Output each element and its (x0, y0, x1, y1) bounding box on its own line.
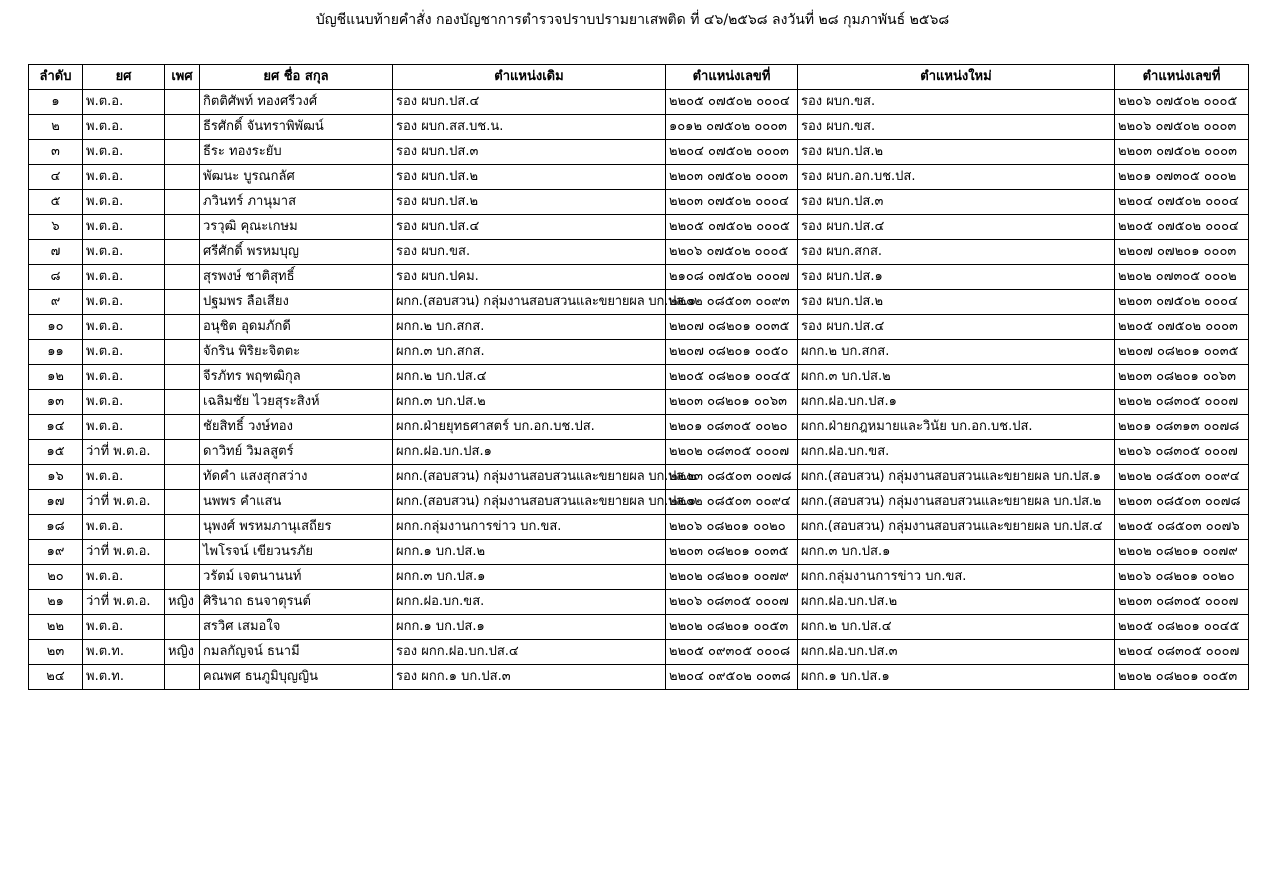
rank-cell: พ.ต.อ. (83, 165, 165, 190)
new-position-cell: ผกก.ฝ่ายกฎหมายและวินัย บก.อก.บช.ปส. (798, 415, 1115, 440)
rank-cell: พ.ต.อ. (83, 265, 165, 290)
name-cell: สุรพงษ์ ชาติสุทธิ์ (200, 265, 393, 290)
table-row (29, 365, 1249, 390)
new-position-number-cell: ๒๒๐๓ ๐๘๒๐๑ ๐๐๖๓ (1115, 365, 1249, 390)
sex-cell (165, 665, 200, 690)
old-position-number-cell: ๒๒๐๓ ๐๘๕๐๓ ๐๐๗๘ (666, 465, 798, 490)
header-old-position: ตำแหน่งเดิม (393, 65, 666, 90)
new-position-cell: ผกก.๓ บก.ปส.๑ (798, 540, 1115, 565)
new-position-cell: ผกก.๓ บก.ปส.๒ (798, 365, 1115, 390)
new-position-cell: รอง ผบก.ปส.๒ (798, 140, 1115, 165)
row-number-cell: ๕ (29, 190, 83, 215)
table-row (29, 315, 1249, 340)
new-position-number-cell: ๒๒๐๗ ๐๘๒๐๑ ๐๐๓๕ (1115, 340, 1249, 365)
new-position-cell: ผกก.(สอบสวน) กลุ่มงานสอบสวนและขยายผล บก.ปส.๑ (798, 465, 1115, 490)
old-position-cell: รอง ผกก.ฝอ.บก.ปส.๔ (393, 640, 666, 665)
old-position-number-cell: ๒๒๐๖ ๐๘๓๐๕ ๐๐๐๗ (666, 590, 798, 615)
table-row (29, 290, 1249, 315)
old-position-cell: รอง ผบก.ปคม. (393, 265, 666, 290)
rank-cell: พ.ต.ท. (83, 640, 165, 665)
old-position-cell: ผกก.๑ บก.ปส.๒ (393, 540, 666, 565)
sex-cell (165, 90, 200, 115)
rank-cell: พ.ต.อ. (83, 140, 165, 165)
row-number-cell: ๑๘ (29, 515, 83, 540)
name-cell: ธีรศักดิ์ จันทราพิพัฒน์ (200, 115, 393, 140)
new-position-cell: รอง ผบก.ปส.๒ (798, 290, 1115, 315)
name-cell: ดาวิทย์ วิมลสูตร์ (200, 440, 393, 465)
old-position-cell: รอง ผบก.ขส. (393, 240, 666, 265)
row-number-cell: ๑๗ (29, 490, 83, 515)
name-cell: จักริน พิริยะจิตตะ (200, 340, 393, 365)
old-position-number-cell: ๒๒๐๒ ๐๘๓๐๕ ๐๐๐๗ (666, 440, 798, 465)
document-title: บัญชีแนบท้ายคำสั่ง กองบัญชาการตำรวจปราบปรามยาเสพติด ที่ ๔๖/๒๕๖๘ ลงวันที่ ๒๘ กุมภาพันธ์ ๒๕๖๘ (315, 12, 950, 28)
new-position-number-cell: ๒๒๐๖ ๐๗๕๐๒ ๐๐๐๕ (1115, 90, 1249, 115)
sex-cell (165, 215, 200, 240)
rank-cell: พ.ต.อ. (83, 290, 165, 315)
name-cell: ชัยสิทธิ์ วงษ์ทอง (200, 415, 393, 440)
name-cell: วรวุฒิ คุณะเกษม (200, 215, 393, 240)
table-row (29, 215, 1249, 240)
new-position-number-cell: ๒๒๐๒ ๐๘๒๐๑ ๐๐๕๓ (1115, 665, 1249, 690)
new-position-number-cell: ๒๒๐๕ ๐๗๕๐๒ ๐๐๐๔ (1115, 215, 1249, 240)
old-position-cell: ผกก.ฝอ.บก.ปส.๑ (393, 440, 666, 465)
table-row (29, 615, 1249, 640)
rank-cell: พ.ต.อ. (83, 415, 165, 440)
table-row (29, 540, 1249, 565)
new-position-number-cell: ๒๒๐๓ ๐๘๓๐๕ ๐๐๐๗ (1115, 590, 1249, 615)
name-cell: วรัตม์ เจตนานนท์ (200, 565, 393, 590)
new-position-number-cell: ๒๒๐๕ ๐๘๒๐๑ ๐๐๔๕ (1115, 615, 1249, 640)
name-cell: เฉลิมชัย ไวยสุระสิงห์ (200, 390, 393, 415)
rank-cell: พ.ต.อ. (83, 615, 165, 640)
old-position-number-cell: ๒๒๐๒ ๐๘๕๐๓ ๐๐๙๔ (666, 490, 798, 515)
sex-cell (165, 340, 200, 365)
row-number-cell: ๑๑ (29, 340, 83, 365)
old-position-cell: รอง ผบก.ปส.๒ (393, 190, 666, 215)
rank-cell: พ.ต.อ. (83, 515, 165, 540)
table-row (29, 340, 1249, 365)
old-position-number-cell: ๒๑๐๘ ๐๗๕๐๒ ๐๐๐๗ (666, 265, 798, 290)
roster-table (28, 64, 1249, 690)
new-position-cell: รอง ผบก.ปส.๔ (798, 315, 1115, 340)
new-position-cell: รอง ผบก.ปส.๔ (798, 215, 1115, 240)
new-position-number-cell: ๒๒๐๒ ๐๘๕๐๓ ๐๐๙๔ (1115, 465, 1249, 490)
rank-cell: พ.ต.อ. (83, 240, 165, 265)
new-position-cell: ผกก.๑ บก.ปส.๑ (798, 665, 1115, 690)
new-position-cell: ผกก.ฝอ.บก.ขส. (798, 440, 1115, 465)
rank-cell: พ.ต.อ. (83, 215, 165, 240)
old-position-number-cell: ๒๒๐๔ ๐๗๕๐๒ ๐๐๐๓ (666, 140, 798, 165)
new-position-number-cell: ๒๒๐๒ ๐๘๒๐๑ ๐๐๗๙ (1115, 540, 1249, 565)
old-position-number-cell: ๒๒๐๕ ๐๙๓๐๕ ๐๐๐๘ (666, 640, 798, 665)
old-position-cell: รอง ผบก.ปส.๔ (393, 90, 666, 115)
new-position-number-cell: ๒๒๐๖ ๐๘๒๐๑ ๐๐๒๐ (1115, 565, 1249, 590)
sex-cell (165, 390, 200, 415)
sex-cell (165, 440, 200, 465)
old-position-number-cell: ๑๐๑๒ ๐๗๕๐๒ ๐๐๐๓ (666, 115, 798, 140)
rank-cell: พ.ต.อ. (83, 340, 165, 365)
table-row (29, 640, 1249, 665)
old-position-cell: ผกก.๓ บก.สกส. (393, 340, 666, 365)
old-position-number-cell: ๒๒๐๖ ๐๘๒๐๑ ๐๐๒๐ (666, 515, 798, 540)
old-position-number-cell: ๒๒๐๕ ๐๗๕๐๒ ๐๐๐๔ (666, 90, 798, 115)
rank-cell: ว่าที่ พ.ต.อ. (83, 490, 165, 515)
rank-cell: พ.ต.อ. (83, 465, 165, 490)
row-number-cell: ๒๐ (29, 565, 83, 590)
table-row (29, 415, 1249, 440)
name-cell: ธีระ ทองระยับ (200, 140, 393, 165)
old-position-cell: รอง ผกก.๑ บก.ปส.๓ (393, 665, 666, 690)
rank-cell: พ.ต.อ. (83, 90, 165, 115)
new-position-number-cell: ๒๒๐๖ ๐๘๓๐๕ ๐๐๐๗ (1115, 440, 1249, 465)
sex-cell (165, 540, 200, 565)
old-position-number-cell: ๒๒๐๑ ๐๘๓๐๕ ๐๐๒๐ (666, 415, 798, 440)
sex-cell (165, 140, 200, 165)
new-position-cell: ผกก.ฝอ.บก.ปส.๒ (798, 590, 1115, 615)
row-number-cell: ๒๑ (29, 590, 83, 615)
sex-cell (165, 315, 200, 340)
row-number-cell: ๓ (29, 140, 83, 165)
row-number-cell: ๑๕ (29, 440, 83, 465)
new-position-cell: รอง ผบก.ปส.๓ (798, 190, 1115, 215)
new-position-number-cell: ๒๒๐๔ ๐๘๓๐๕ ๐๐๐๗ (1115, 640, 1249, 665)
table-row (29, 490, 1249, 515)
header-new-number: ตำแหน่งเลขที่ (1115, 65, 1249, 90)
table-row (29, 240, 1249, 265)
name-cell: กมลกัญจน์ ธนามี (200, 640, 393, 665)
header-new-position: ตำแหน่งใหม่ (798, 65, 1115, 90)
name-cell: คณพศ ธนภูมิบุญญิน (200, 665, 393, 690)
table-row (29, 140, 1249, 165)
old-position-cell: ผกก.๓ บก.ปส.๑ (393, 565, 666, 590)
old-position-number-cell: ๒๒๐๖ ๐๗๕๐๒ ๐๐๐๕ (666, 240, 798, 265)
sex-cell (165, 190, 200, 215)
rank-cell: ว่าที่ พ.ต.อ. (83, 590, 165, 615)
old-position-cell: รอง ผบก.ปส.๓ (393, 140, 666, 165)
old-position-cell: ผกก.๓ บก.ปส.๒ (393, 390, 666, 415)
new-position-number-cell: ๒๒๐๓ ๐๗๕๐๒ ๐๐๐๔ (1115, 290, 1249, 315)
table-row (29, 265, 1249, 290)
sex-cell: หญิง (165, 640, 200, 665)
header-no: ลำดับ (29, 65, 83, 90)
new-position-cell: รอง ผบก.สกส. (798, 240, 1115, 265)
new-position-cell: ผกก.๒ บก.สกส. (798, 340, 1115, 365)
rank-cell: พ.ต.อ. (83, 365, 165, 390)
new-position-number-cell: ๒๒๐๖ ๐๗๕๐๒ ๐๐๐๓ (1115, 115, 1249, 140)
table-row (29, 515, 1249, 540)
table-row (29, 90, 1249, 115)
row-number-cell: ๑๖ (29, 465, 83, 490)
old-position-number-cell: ๒๒๐๗ ๐๘๒๐๑ ๐๐๓๕ (666, 315, 798, 340)
row-number-cell: ๑๒ (29, 365, 83, 390)
old-position-number-cell: ๒๒๐๗ ๐๘๒๐๑ ๐๐๕๐ (666, 340, 798, 365)
old-position-number-cell: ๒๒๐๒ ๐๘๕๐๓ ๐๐๙๓ (666, 290, 798, 315)
rank-cell: พ.ต.ท. (83, 665, 165, 690)
name-cell: นุพงศ์ พรหมภานุเสถียร (200, 515, 393, 540)
row-number-cell: ๑๐ (29, 315, 83, 340)
row-number-cell: ๑๔ (29, 415, 83, 440)
row-number-cell: ๑ (29, 90, 83, 115)
sex-cell (165, 415, 200, 440)
sex-cell (165, 490, 200, 515)
old-position-cell: ผกก.ฝ่ายยุทธศาสตร์ บก.อก.บช.ปส. (393, 415, 666, 440)
name-cell: ศิรินาถ ธนจาตุรนต์ (200, 590, 393, 615)
name-cell: นพพร คำแสน (200, 490, 393, 515)
old-position-number-cell: ๒๒๐๓ ๐๘๒๐๑ ๐๐๓๕ (666, 540, 798, 565)
sex-cell (165, 565, 200, 590)
new-position-number-cell: ๒๒๐๓ ๐๘๕๐๓ ๐๐๗๘ (1115, 490, 1249, 515)
header-sex: เพศ (165, 65, 200, 90)
table-row (29, 665, 1249, 690)
table-row (29, 390, 1249, 415)
row-number-cell: ๘ (29, 265, 83, 290)
row-number-cell: ๑๙ (29, 540, 83, 565)
table-row (29, 440, 1249, 465)
row-number-cell: ๖ (29, 215, 83, 240)
sex-cell (165, 365, 200, 390)
table-row (29, 465, 1249, 490)
old-position-number-cell: ๒๒๐๕ ๐๘๒๐๑ ๐๐๔๕ (666, 365, 798, 390)
row-number-cell: ๗ (29, 240, 83, 265)
old-position-number-cell: ๒๒๐๔ ๐๙๕๐๒ ๐๐๓๘ (666, 665, 798, 690)
name-cell: กิตติศัพท์ ทองศรีวงศ์ (200, 90, 393, 115)
rank-cell: พ.ต.อ. (83, 115, 165, 140)
old-position-cell: รอง ผบก.สส.บช.น. (393, 115, 666, 140)
old-position-cell: รอง ผบก.ปส.๒ (393, 165, 666, 190)
old-position-cell: ผกก.๑ บก.ปส.๑ (393, 615, 666, 640)
old-position-cell: ผกก.ฝอ.บก.ขส. (393, 590, 666, 615)
old-position-number-cell: ๒๒๐๓ ๐๗๕๐๒ ๐๐๐๔ (666, 190, 798, 215)
new-position-number-cell: ๒๒๐๑ ๐๘๓๑๓ ๐๐๗๘ (1115, 415, 1249, 440)
new-position-cell: รอง ผบก.ขส. (798, 90, 1115, 115)
header-row (29, 65, 1249, 90)
sex-cell (165, 265, 200, 290)
row-number-cell: ๙ (29, 290, 83, 315)
old-position-cell: ผกก.๒ บก.สกส. (393, 315, 666, 340)
sex-cell (165, 240, 200, 265)
old-position-number-cell: ๒๒๐๒ ๐๘๒๐๑ ๐๐๗๙ (666, 565, 798, 590)
row-number-cell: ๒ (29, 115, 83, 140)
name-cell: พัฒนะ บูรณกลัศ (200, 165, 393, 190)
sex-cell (165, 615, 200, 640)
row-number-cell: ๒๔ (29, 665, 83, 690)
sex-cell (165, 515, 200, 540)
new-position-number-cell: ๒๒๐๗ ๐๗๒๐๑ ๐๐๐๓ (1115, 240, 1249, 265)
header-rank: ยศ (83, 65, 165, 90)
old-position-number-cell: ๒๒๐๓ ๐๘๒๐๑ ๐๐๖๓ (666, 390, 798, 415)
row-number-cell: ๔ (29, 165, 83, 190)
old-position-cell: ผกก.กลุ่มงานการข่าว บก.ขส. (393, 515, 666, 540)
old-position-cell: ผกก.(สอบสวน) กลุ่มงานสอบสวนและขยายผล บก.ปส.๒ (393, 465, 666, 490)
old-position-number-cell: ๒๒๐๒ ๐๘๒๐๑ ๐๐๕๓ (666, 615, 798, 640)
new-position-cell: ผกก.ฝอ.บก.ปส.๑ (798, 390, 1115, 415)
rank-cell: ว่าที่ พ.ต.อ. (83, 440, 165, 465)
header-name: ยศ ชื่อ สกุล (200, 65, 393, 90)
rank-cell: พ.ต.อ. (83, 190, 165, 215)
header-old-number: ตำแหน่งเลขที่ (666, 65, 798, 90)
name-cell: อนุชิต อุดมภักดี (200, 315, 393, 340)
sex-cell (165, 465, 200, 490)
old-position-cell: ผกก.(สอบสวน) กลุ่มงานสอบสวนและขยายผล บก.ปส.๑ (393, 490, 666, 515)
sex-cell (165, 115, 200, 140)
name-cell: ศรีศักดิ์ พรหมบุญ (200, 240, 393, 265)
table-row (29, 590, 1249, 615)
new-position-cell: ผกก.(สอบสวน) กลุ่มงานสอบสวนและขยายผล บก.ปส.๒ (798, 490, 1115, 515)
new-position-number-cell: ๒๒๐๓ ๐๗๕๐๒ ๐๐๐๓ (1115, 140, 1249, 165)
new-position-number-cell: ๒๒๐๕ ๐๗๕๐๒ ๐๐๐๓ (1115, 315, 1249, 340)
rank-cell: พ.ต.อ. (83, 565, 165, 590)
new-position-cell: ผกก.กลุ่มงานการข่าว บก.ขส. (798, 565, 1115, 590)
name-cell: จีรภัทร พฤฑฒิกุล (200, 365, 393, 390)
name-cell: สรวิศ เสมอใจ (200, 615, 393, 640)
new-position-number-cell: ๒๒๐๕ ๐๘๕๐๓ ๐๐๗๖ (1115, 515, 1249, 540)
new-position-number-cell: ๒๒๐๔ ๐๗๕๐๒ ๐๐๐๔ (1115, 190, 1249, 215)
old-position-cell: ผกก.(สอบสวน) กลุ่มงานสอบสวนและขยายผล บก.ปส.๑ (393, 290, 666, 315)
rank-cell: ว่าที่ พ.ต.อ. (83, 540, 165, 565)
old-position-number-cell: ๒๒๐๕ ๐๗๕๐๒ ๐๐๐๕ (666, 215, 798, 240)
new-position-cell: ผกก.๒ บก.ปส.๔ (798, 615, 1115, 640)
table-row (29, 190, 1249, 215)
new-position-cell: รอง ผบก.ขส. (798, 115, 1115, 140)
table-row (29, 565, 1249, 590)
table-row (29, 165, 1249, 190)
rank-cell: พ.ต.อ. (83, 390, 165, 415)
rank-cell: พ.ต.อ. (83, 315, 165, 340)
table-row (29, 115, 1249, 140)
sex-cell (165, 165, 200, 190)
new-position-number-cell: ๒๒๐๒ ๐๗๓๐๕ ๐๐๐๒ (1115, 265, 1249, 290)
row-number-cell: ๒๓ (29, 640, 83, 665)
sex-cell (165, 290, 200, 315)
name-cell: ไพโรจน์ เขียวนรภัย (200, 540, 393, 565)
row-number-cell: ๒๒ (29, 615, 83, 640)
new-position-cell: รอง ผบก.ปส.๑ (798, 265, 1115, 290)
new-position-cell: ผกก.ฝอ.บก.ปส.๓ (798, 640, 1115, 665)
sex-cell: หญิง (165, 590, 200, 615)
new-position-number-cell: ๒๒๐๑ ๐๗๓๐๕ ๐๐๐๒ (1115, 165, 1249, 190)
new-position-number-cell: ๒๒๐๒ ๐๘๓๐๕ ๐๐๐๗ (1115, 390, 1249, 415)
new-position-cell: ผกก.(สอบสวน) กลุ่มงานสอบสวนและขยายผล บก.ปส.๔ (798, 515, 1115, 540)
name-cell: ทัดคำ แสงสุกสว่าง (200, 465, 393, 490)
old-position-cell: รอง ผบก.ปส.๔ (393, 215, 666, 240)
old-position-cell: ผกก.๒ บก.ปส.๔ (393, 365, 666, 390)
name-cell: ปฐมพร ลือเสียง (200, 290, 393, 315)
name-cell: ภวินทร์ ภานุมาส (200, 190, 393, 215)
old-position-number-cell: ๒๒๐๓ ๐๗๕๐๒ ๐๐๐๓ (666, 165, 798, 190)
new-position-cell: รอง ผบก.อก.บช.ปส. (798, 165, 1115, 190)
row-number-cell: ๑๓ (29, 390, 83, 415)
